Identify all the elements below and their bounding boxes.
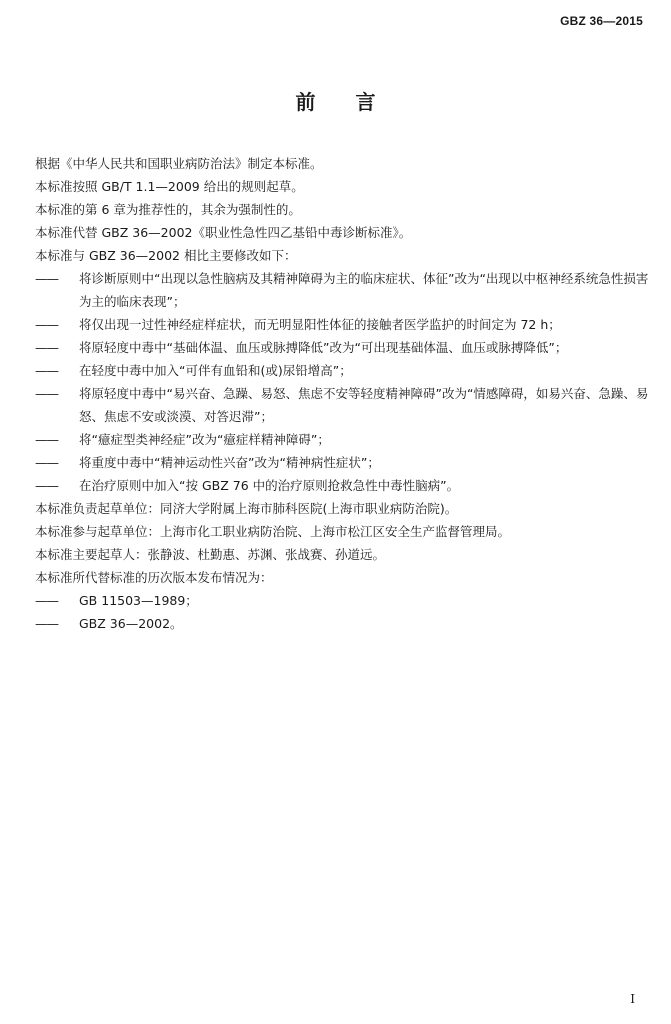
change-text: 将仅出现一过性神经症样症状，而无明显阳性体征的接触者医学监护的时间定为 72 h；: [79, 317, 561, 332]
paragraph: 根据《中华人民共和国职业病防治法》制定本标准。: [35, 156, 323, 171]
dash-marker: ——: [35, 386, 58, 401]
history-text: GBZ 36—2002。: [79, 616, 183, 631]
page-number: I: [630, 992, 635, 1006]
change-text: 在轻度中毒中加入“可伴有血铅和(或)尿铅增高”；: [79, 363, 352, 378]
change-text: 将“癔症型类神经症”改为“癔症样精神障碍”；: [79, 432, 330, 447]
change-item: [35, 336, 657, 359]
dash-marker: ——: [35, 271, 58, 286]
history-text: GB 11503—1989；: [79, 593, 198, 608]
standard-code: GBZ 36—2015: [560, 14, 643, 28]
paragraph: 本标准负责起草单位：同济大学附属上海市肺科医院(上海市职业病防治院)。: [35, 501, 458, 516]
change-text: 将原轻度中毒中“易兴奋、急躁、易怒、焦虑不安等轻度精神障碍”改为“情感障碍，如易兴奋、急躁、易怒、焦虑不安或淡漠、对答迟滞”；: [79, 386, 649, 424]
dash-marker: ——: [35, 317, 58, 332]
paragraph: 本标准主要起草人：张静波、杜勤惠、苏渊、张战赛、孙道远。: [35, 547, 386, 562]
change-item: [35, 428, 657, 451]
dash-marker: ——: [35, 432, 58, 447]
foreword-body: [35, 152, 657, 635]
change-item: [35, 474, 657, 497]
dash-marker: ——: [35, 455, 58, 470]
paragraph: 本标准与 GBZ 36—2002 相比主要修改如下：: [35, 248, 297, 263]
history-item: [35, 612, 657, 635]
change-item: [35, 382, 657, 428]
title-char-2: 言: [355, 90, 376, 114]
history-item: [35, 589, 657, 612]
paragraph: 本标准所代替标准的历次版本发布情况为：: [35, 570, 273, 585]
dash-marker: ——: [35, 478, 58, 493]
change-text: 将重度中毒中“精神运动性兴奋”改为“精神病性症状”；: [79, 455, 380, 470]
change-item: [35, 313, 657, 336]
paragraph: 本标准按照 GB/T 1.1—2009 给出的规则起草。: [35, 179, 304, 194]
title-char-1: 前: [295, 90, 316, 114]
dash-marker: ——: [35, 340, 58, 355]
change-item: [35, 267, 657, 313]
dash-marker: ——: [35, 593, 58, 608]
page-title: [0, 86, 671, 115]
change-text: 在治疗原则中加入“按 GBZ 76 中的治疗原则抢救急性中毒性脑病”。: [79, 478, 460, 493]
change-text: 将原轻度中毒中“基础体温、血压或脉搏降低”改为“可出现基础体温、血压或脉搏降低”；: [79, 340, 568, 355]
dash-marker: ——: [35, 363, 58, 378]
dash-marker: ——: [35, 616, 58, 631]
paragraph: 本标准参与起草单位：上海市化工职业病防治院、上海市松江区安全生产监督管理局。: [35, 524, 511, 539]
paragraph: 本标准代替 GBZ 36—2002《职业性急性四乙基铅中毒诊断标准》。: [35, 225, 412, 240]
change-item: [35, 451, 657, 474]
paragraph: 本标准的第 6 章为推荐性的，其余为强制性的。: [35, 202, 301, 217]
change-item: [35, 359, 657, 382]
change-text: 将诊断原则中“出现以急性脑病及其精神障碍为主的临床症状、体征”改为“出现以中枢神经系统急性损害为主的临床表现”；: [79, 271, 649, 309]
